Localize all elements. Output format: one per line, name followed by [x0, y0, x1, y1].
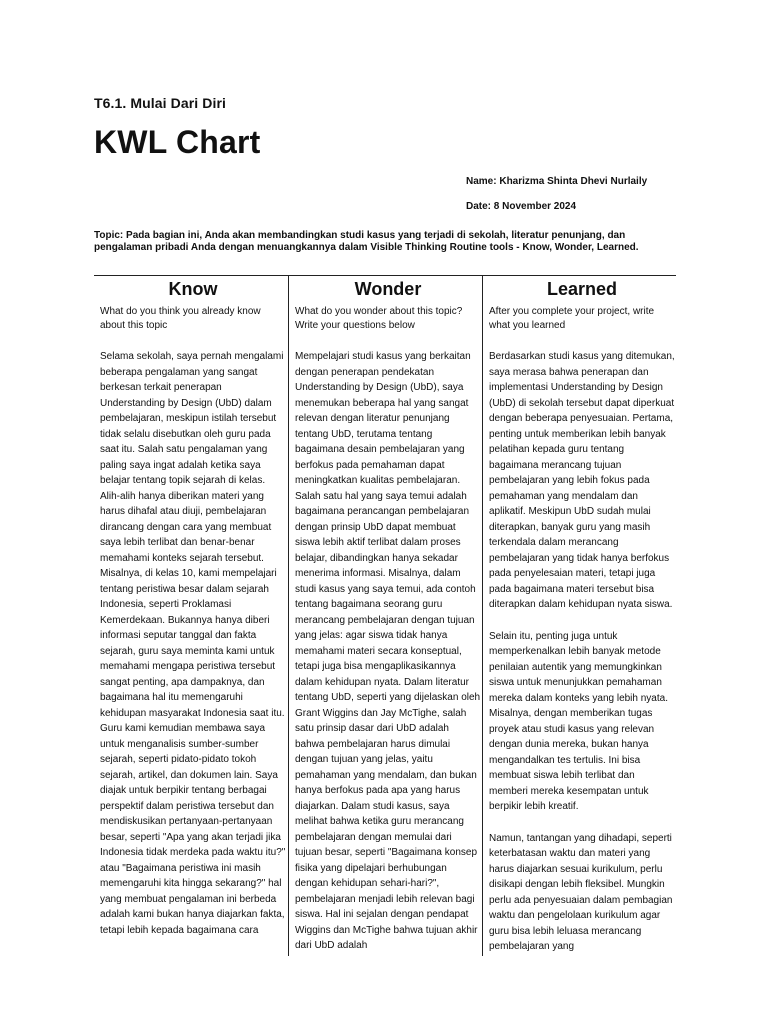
- kwl-table: [94, 275, 676, 956]
- wonder-column: [295, 276, 481, 970]
- learned-heading: Learned: [546, 279, 618, 299]
- learned-paragraph: Namun, tantangan yang dihadapi, seperti keterbatasan waktu dan materi yang harus diajarkan sesuai kurikulum, perlu disikapi dengan lebih fleksibel. Mungkin perlu ada penyesuaian dalam pembagian waktu dan pengelolaan kurikulum agar guru bisa lebih leluasa merancang pembelajaran yang: [489, 832, 673, 952]
- wonder-prompt: What do you wonder about this topic? Write your questions below: [295, 306, 463, 331]
- learned-column: [489, 276, 675, 971]
- wonder-body: [295, 349, 481, 954]
- know-prompt: What do you think you already know about this topic: [100, 306, 261, 331]
- activity-subtitle: T6.1. Mulai Dari Diri: [94, 95, 227, 111]
- column-divider: [288, 276, 289, 956]
- page-title: KWL Chart: [94, 124, 261, 160]
- know-column: [100, 276, 286, 954]
- wonder-heading: Wonder: [354, 279, 422, 299]
- learned-paragraph: Berdasarkan studi kasus yang ditemukan, saya merasa bahwa penerapan dan implementasi Understanding by Design (UbD) di sekolah tersebut dapat diperkuat dengan beberapa penyesuaian. Pertama, penting untuk memberikan lebih banyak pelatihan kepada guru tentang bagaimana merancang tujuan pembelajaran yang lebih fokus pada pemahaman yang mendalam dan aplikatif. Meskipun UbD sudah mulai diterapkan, banyak guru yang masih terkendala dalam merancang pembelajaran yang tidak hanya berfokus pada penyelesaian materi, tetapi juga pada bagaimana materi tersebut bisa diterapkan dalam kehidupan nyata siswa.: [489, 351, 675, 610]
- wonder-paragraph: Mempelajari studi kasus yang berkaitan dengan penerapan pendekatan Understanding by Design (UbD), saya menemukan beberapa hal yang sangat relevan dengan literatur penunjang tentang UbD, terutama tentang bagaimana desain pembelajaran yang berfokus pada pemahaman dapat meningkatkan kualitas pembelajaran. Salah satu hal yang saya temui adalah bagaimana perancangan pembelajaran dengan prinsip UbD dapat membuat siswa lebih aktif terlibat dalam proses belajar, dibandingkan hanya sekadar menerima informasi. Misalnya, dalam studi kasus yang saya temui, ada contoh tentang bagaimana seorang guru merancang pembelajaran dengan tujuan yang jelas: agar siswa tidak hanya memahami materi secara konseptual, tetapi juga bisa mengaplikasikannya dalam kehidupan nyata. Dalam literatur tentang UbD, seperti yang dijelaskan oleh Grant Wiggins dan Jay McTighe, salah satu prinsip dasar dari UbD adalah bahwa pembelajaran harus dimulai dengan tujuan yang jelas, yaitu pemahaman yang mendalam, dan bukan hanya berfokus pada apa yang harus diajarkan. Dalam studi kasus, saya melihat bahwa ketika guru merancang pembelajaran dengan memulai dari tujuan besar, seperti "Bagaimana konsep fisika yang dipelajari berhubungan dengan kehidupan sehari-hari?", pembelajaran menjadi lebih relevan bagi siswa. Hal ini sejalan dengan pendapat Wiggins dan McTighe bahwa tujuan akhir dari UbD adalah: [295, 351, 481, 951]
- topic-description: Topic: Pada bagian ini, Anda akan membandingkan studi kasus yang terjadi di sekolah, literatur penunjang, dan pengalaman pribadi Anda dengan menuangkannya dalam Visible Thinking Routine tools - Know, Wonder, Learned.: [94, 230, 639, 253]
- column-divider: [482, 276, 483, 956]
- know-heading: Know: [168, 279, 218, 299]
- learned-paragraph: Selain itu, penting juga untuk memperkenalkan lebih banyak metode penilaian autentik yang memungkinkan siswa untuk menunjukkan pemahaman mereka dalam konteks yang lebih nyata. Misalnya, dengan memberikan tugas proyek atau studi kasus yang relevan dengan dunia mereka, bukan hanya mengandalkan tes tertulis. Ini bisa membuat siswa lebih terlibat dan memberi mereka kesempatan untuk berpikir lebih kreatif.: [489, 630, 668, 812]
- know-body: [100, 349, 286, 938]
- know-paragraph: Selama sekolah, saya pernah mengalami beberapa pengalaman yang sangat berkesan terkait penerapan Understanding by Design (UbD) dalam pembelajaran, meskipun istilah tersebut tidak selalu disebutkan oleh guru pada saat itu. Salah satu pengalaman yang paling saya ingat adalah ketika saya belajar tentang topik sejarah di kelas. Alih-alih hanya diberikan materi yang harus dihafal atau diuji, pembelajaran dirancang dengan cara yang membuat saya lebih terlibat dan benar-benar memahami konteks sejarah tersebut. Misalnya, di kelas 10, kami mempelajari tentang peristiwa besar dalam sejarah Indonesia, seperti Proklamasi Kemerdekaan. Bukannya hanya diberi informasi seputar tanggal dan fakta sejarah, guru saya meminta kami untuk memahami mengapa peristiwa tersebut sangat penting, apa dampaknya, dan bagaimana hal itu memengaruhi kehidupan masyarakat Indonesia saat itu. Guru kami kemudian membawa saya untuk menganalisis sumber-sumber sejarah, seperti pidato-pidato tokoh sejarah, artikel, dan dokumen lain. Saya diajak untuk berpikir tentang berbagai perspektif dalam peristiwa tersebut dan mendiskusikan pertanyaan-pertanyaan besar, seperti "Apa yang akan terjadi jika Indonesia tidak merdeka pada waktu itu?" atau "Bagaimana peristiwa ini masih memengaruhi kita hingga sekarang?" hal yang membuat pengalaman ini berbeda adalah kami bukan hanya diajarkan fakta, tetapi lebih kepada bagaimana cara: [100, 351, 286, 936]
- learned-prompt: After you complete your project, write what you learned: [489, 306, 655, 331]
- author-name: Name: Kharizma Shinta Dhevi Nurlaily: [466, 176, 648, 187]
- document-date: Date: 8 November 2024: [466, 201, 577, 212]
- learned-body: [489, 349, 675, 955]
